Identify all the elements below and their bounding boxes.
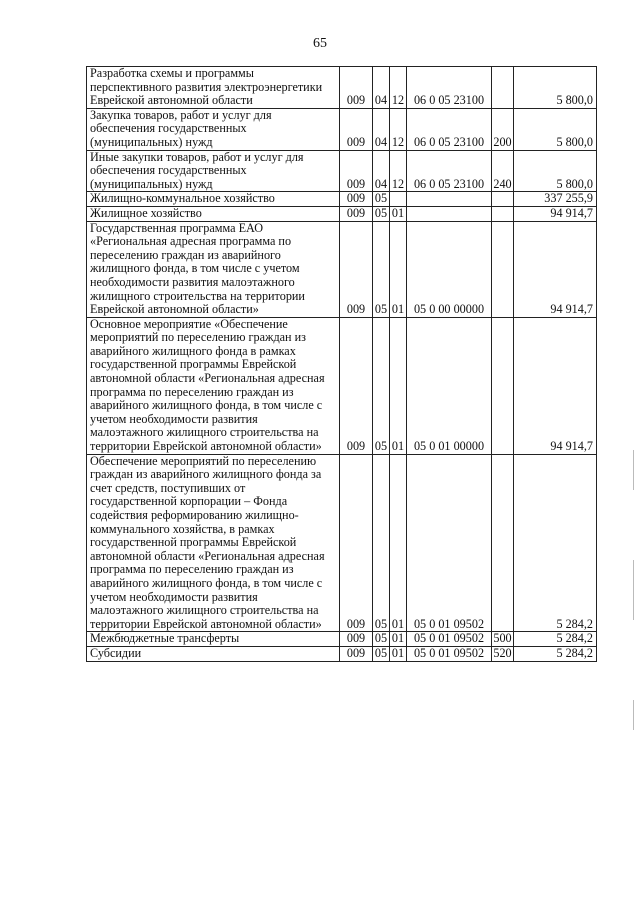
row-name-cell <box>87 192 340 207</box>
ministry-code: 009 <box>340 221 373 317</box>
row-name-line: Иные закупки товаров, работ и услуг для <box>90 150 304 164</box>
subsection-code: 12 <box>390 150 407 192</box>
row-name-cell <box>87 317 340 454</box>
subsection-code: 01 <box>390 221 407 317</box>
target-article-code: 06 0 05 23100 <box>407 108 492 150</box>
amount-cell: 94 914,7 <box>514 317 597 454</box>
section-code: 05 <box>373 206 390 221</box>
budget-table <box>86 66 597 662</box>
table-row <box>87 150 597 192</box>
row-name-cell <box>87 221 340 317</box>
row-name-line: программа по переселению граждан из <box>90 562 294 577</box>
table-row <box>87 454 597 632</box>
row-name-line: программа по переселению граждан из <box>90 384 294 399</box>
expense-type-code: 520 <box>493 646 512 660</box>
table-row <box>87 632 597 647</box>
ministry-code: 009 <box>340 317 373 454</box>
target-article-code <box>407 192 492 207</box>
row-name-line: Разработка схемы и программы <box>90 66 254 80</box>
subsection-code: 01 <box>390 646 407 661</box>
section-code: 05 <box>373 454 390 632</box>
row-name-line: Закупка товаров, работ и услуг для <box>90 108 272 122</box>
row-name-cell <box>87 646 340 661</box>
expense-type-code <box>492 317 514 454</box>
row-name-line: счет средств, поступивших от <box>90 480 246 495</box>
row-name-line: государственной корпорации – Фонда <box>90 494 288 509</box>
row-name-cell <box>87 632 340 647</box>
row-name-cell <box>87 67 340 109</box>
subsection-code: 01 <box>390 317 407 454</box>
amount-cell: 5 284,2 <box>514 646 597 661</box>
ministry-code: 009 <box>340 150 373 192</box>
row-name-line: Основное мероприятие «Обеспечение <box>90 317 288 331</box>
section-code: 05 <box>373 632 390 647</box>
row-name-line: перспективного развития электроэнергетики <box>90 79 323 94</box>
ministry-code: 009 <box>340 67 373 109</box>
row-name-line: обеспечения государственных <box>90 163 247 178</box>
row-name-line: жилищного фонда, в том числе с учетом <box>90 261 300 276</box>
row-name-line: мероприятий по переселению граждан из <box>90 330 306 345</box>
row-name-line: государственной программы Еврейской <box>90 357 297 372</box>
row-name-line: учетом необходимости развития <box>90 411 258 426</box>
row-name-line: малоэтажного жилищного строительства на <box>90 425 319 440</box>
expense-type-code: 500 <box>493 631 512 646</box>
page-number: 65 <box>313 36 327 51</box>
row-name-line: переселению граждан из аварийного <box>90 247 281 262</box>
row-name-cell <box>87 108 340 150</box>
row-name-cell <box>87 206 340 221</box>
row-name-line: коммунального хозяйства, в рамках <box>90 521 275 536</box>
expense-type-code <box>492 206 514 221</box>
subsection-code: 12 <box>390 67 407 109</box>
row-name-line: Еврейской автономной области» <box>90 302 259 317</box>
table-row <box>87 67 597 109</box>
target-article-code: 06 0 05 23100 <box>407 150 492 192</box>
ministry-code: 009 <box>340 632 373 647</box>
row-name-line: аварийного жилищного фонда, в том числе с <box>90 575 323 590</box>
row-name-line: Еврейской автономной области <box>90 93 253 108</box>
row-name-line: территории Еврейской автономной области» <box>90 439 322 454</box>
row-name-line: автономной области «Региональная адресная <box>90 548 325 563</box>
target-article-code: 05 0 00 00000 <box>407 221 492 317</box>
amount-cell: 5 800,0 <box>514 67 597 109</box>
subsection-code: 01 <box>390 632 407 647</box>
ministry-code: 009 <box>340 454 373 632</box>
subsection-code: 01 <box>390 454 407 632</box>
row-name-line: Межбюджетные трансферты <box>90 631 240 646</box>
table-row <box>87 192 597 207</box>
section-code: 04 <box>373 108 390 150</box>
expense-type-code <box>492 67 514 109</box>
section-code: 05 <box>373 192 390 207</box>
amount-cell: 5 284,2 <box>514 632 597 647</box>
expense-type-code <box>492 454 514 632</box>
amount-cell: 5 284,2 <box>514 454 597 632</box>
section-code: 04 <box>373 67 390 109</box>
ministry-code: 009 <box>340 108 373 150</box>
target-article-code: 05 0 01 09502 <box>407 454 492 632</box>
table-row <box>87 221 597 317</box>
target-article-code <box>407 206 492 221</box>
subsection-code <box>390 192 407 207</box>
row-name-line: «Региональная адресная программа по <box>90 234 292 249</box>
row-name-line: Обеспечение мероприятий по переселению <box>90 454 317 468</box>
amount-cell: 94 914,7 <box>514 221 597 317</box>
table-body <box>87 67 597 662</box>
expense-type-code: 240 <box>492 150 514 192</box>
section-code: 05 <box>373 317 390 454</box>
row-name-line: территории Еврейской автономной области» <box>90 616 322 631</box>
row-name-cell <box>87 150 340 192</box>
amount-cell: 5 800,0 <box>514 150 597 192</box>
amount-cell: 94 914,7 <box>514 206 597 221</box>
target-article-code: 05 0 01 09502 <box>407 632 492 647</box>
row-name-line: аварийного жилищного фонда в рамках <box>90 343 296 358</box>
table-row <box>87 108 597 150</box>
row-name-line: Субсидии <box>90 646 142 660</box>
target-article-code: 05 0 01 09502 <box>407 646 492 661</box>
table-row <box>87 206 597 221</box>
scan-edge-mark <box>633 700 634 730</box>
row-name-line: (муниципальных) нужд <box>90 176 213 191</box>
row-name-cell <box>87 454 340 632</box>
row-name-line: (муниципальных) нужд <box>90 134 213 149</box>
subsection-code: 12 <box>390 108 407 150</box>
ministry-code: 009 <box>340 206 373 221</box>
row-name-line: граждан из аварийного жилищного фонда за <box>90 467 322 482</box>
row-name-line: малоэтажного жилищного строительства на <box>90 603 319 618</box>
amount-cell: 337 255,9 <box>514 192 597 207</box>
ministry-code: 009 <box>340 646 373 661</box>
row-name-line: обеспечения государственных <box>90 121 247 136</box>
row-name-line: Жилищно-коммунальное хозяйство <box>90 191 275 206</box>
expense-type-code <box>492 192 514 207</box>
section-code: 05 <box>373 221 390 317</box>
row-name-line: аварийного жилищного фонда, в том числе с <box>90 398 323 413</box>
table-row <box>87 317 597 454</box>
expense-type-code <box>492 221 514 317</box>
row-name-line: автономной области «Региональная адресная <box>90 371 325 386</box>
target-article-code: 05 0 01 00000 <box>407 317 492 454</box>
row-name-line: жилищного строительства на территории <box>90 288 305 303</box>
subsection-code: 01 <box>390 206 407 221</box>
section-code: 05 <box>373 646 390 661</box>
amount-cell: 5 800,0 <box>514 108 597 150</box>
ministry-code: 009 <box>340 192 373 207</box>
row-name-line: государственной программы Еврейской <box>90 535 297 550</box>
row-name-line: содействия реформированию жилищно- <box>90 508 299 522</box>
row-name-line: необходимости развития малоэтажного <box>90 274 295 289</box>
table-row <box>87 646 597 661</box>
expense-type-code: 200 <box>492 108 514 150</box>
section-code: 04 <box>373 150 390 192</box>
row-name-line: учетом необходимости развития <box>90 589 258 604</box>
target-article-code: 06 0 05 23100 <box>407 67 492 109</box>
row-name-line: Жилищное хозяйство <box>90 206 202 220</box>
scan-edge-mark <box>633 560 634 620</box>
scan-edge-mark <box>633 450 634 490</box>
row-name-line: Государственная программа ЕАО <box>90 221 264 235</box>
